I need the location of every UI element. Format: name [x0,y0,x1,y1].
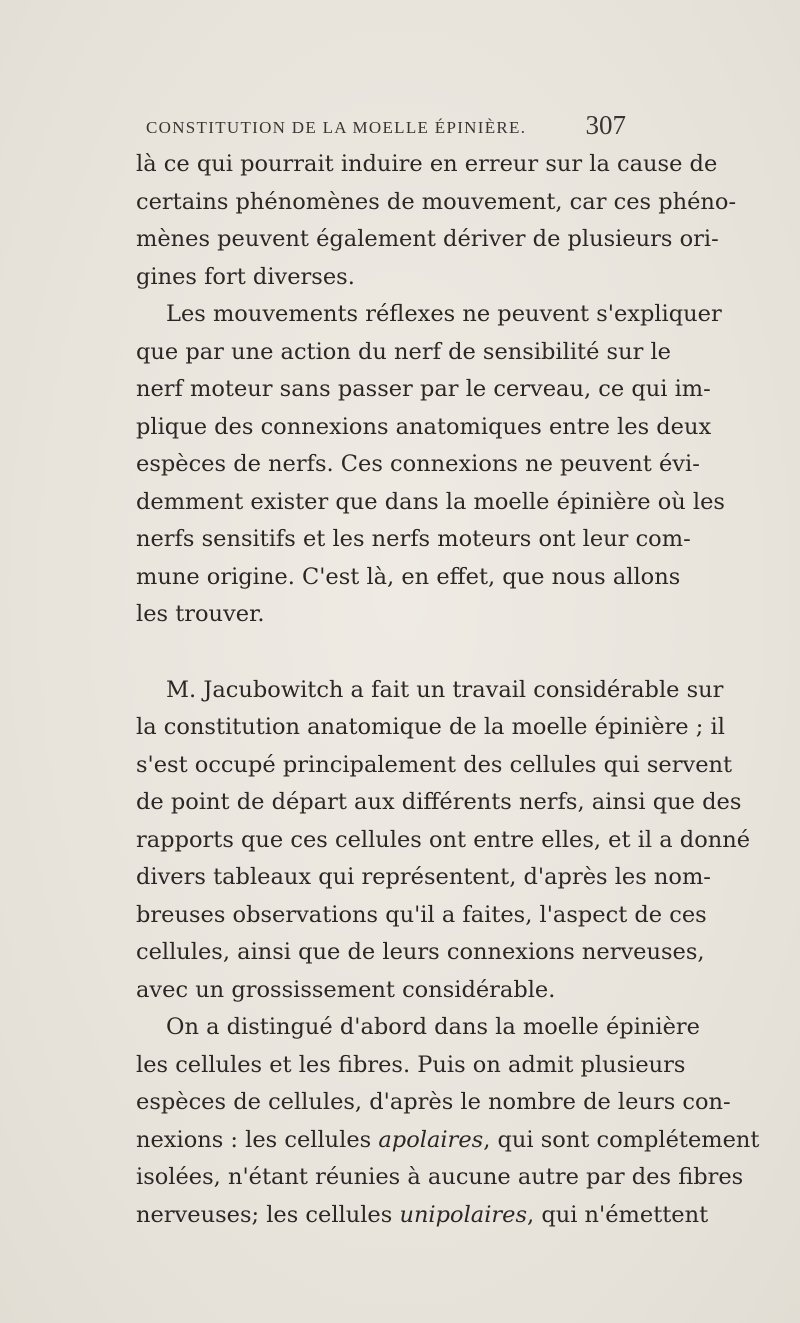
text-line: rapports que ces cellules ont entre elles, et il a donné [136,826,751,853]
text-line: nerf moteur sans passer par le cerveau, ce qui im- [136,376,711,402]
text-line: On a distingué d'abord dans la moelle épinière [166,1014,700,1040]
text-line: nerfs sensitifs et les nerfs moteurs ont leur com- [136,526,691,552]
page-number: 307 [585,110,626,140]
text-line: divers tableaux qui représentent, d'après les nom- [136,864,711,890]
paragraph [136,1009,760,1234]
text-line: cellules, ainsi que de leurs connexions nerveuses, [136,939,705,965]
text-line: s'est occupé principalement des cellules qui servent [136,751,733,778]
text-run: , qui n'émettent [527,1201,709,1228]
text-line: les trouver. [136,601,265,627]
text-run: nexions : les cellules [136,1126,379,1153]
text-line: espèces de cellules, d'après le nombre de leurs con- [136,1089,731,1115]
running-title: CONSTITUTION DE LA MOELLE ÉPINIÈRE. [146,118,527,137]
text-line [136,1197,709,1235]
text-line: que par une action du nerf de sensibilité sur le [136,338,671,365]
italic-term: apolaires [378,1126,484,1153]
text-line: mune origine. C'est là, en effet, que nous allons [136,563,681,590]
text-line: gines fort diverses. [136,263,355,290]
text-run: , qui sont complétement [483,1126,760,1153]
text-line: certains phénomènes de mouvement, car ces phéno- [136,188,737,215]
text-line: plique des connexions anatomiques entre les deux [136,413,712,440]
text-line: les cellules et les fibres. Puis on admit plusieurs [136,1051,686,1078]
text-line: avec un grossissement considérable. [136,976,556,1003]
text-line: la constitution anatomique de la moelle épinière ; il [136,714,725,740]
text-run: nerveuses; les cellules [136,1201,400,1228]
italic-term: unipolaires [399,1201,528,1228]
paragraph [136,296,725,634]
text-line: breuses observations qu'il a faites, l'aspect de ces [136,901,707,928]
text-line: de point de départ aux différents nerfs, ainsi que des [136,789,742,815]
text-line: M. Jacubowitch a fait un travail considérable sur [166,676,724,703]
paragraph [136,672,751,1010]
text-line: espèces de nerfs. Ces connexions ne peuvent évi- [136,451,700,477]
text-line: Les mouvements réflexes ne peuvent s'expliquer [166,301,722,327]
text-line: demment exister que dans la moelle épinière où les [136,488,725,515]
paragraph [136,146,737,296]
running-header [146,110,626,146]
text-line [136,1122,760,1160]
body-text [136,146,760,1234]
text-line: isolées, n'étant réunies à aucune autre par des fibres [136,1164,744,1190]
text-line: là ce qui pourrait induire en erreur sur la cause de [136,151,718,177]
text-line: mènes peuvent également dériver de plusieurs ori- [136,226,719,252]
